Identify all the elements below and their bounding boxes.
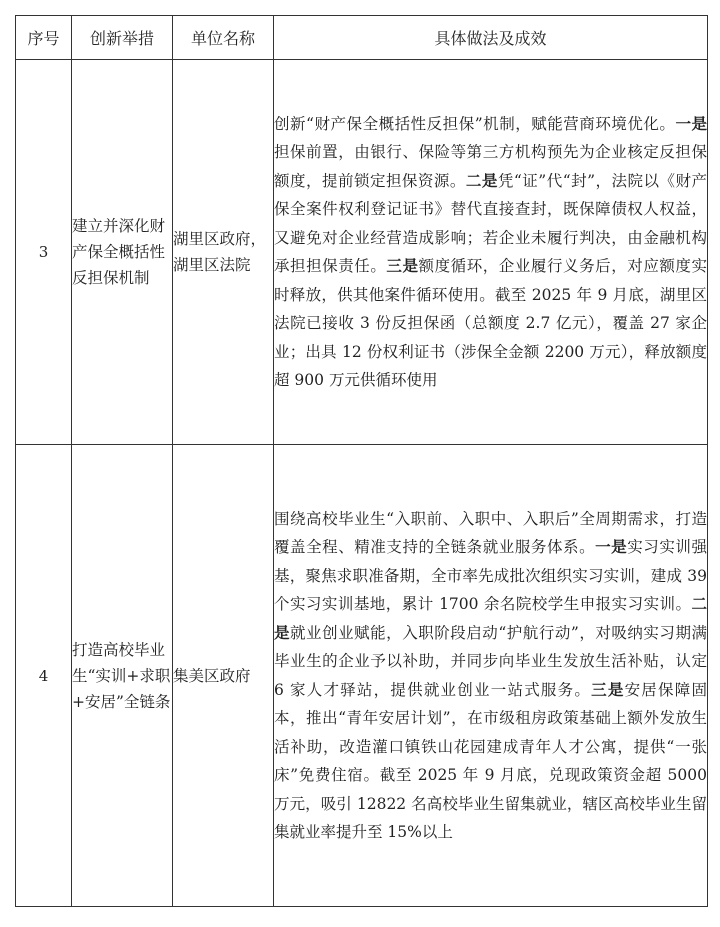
detail-text: 就业创业赋能，入职阶段启动“护航行动”，对吸纳实习期满毕业生的企业予以补助，并同步向毕业生发放生活补贴，认定 6 家人才驿站，提供就业创业一站式服务。	[274, 623, 707, 699]
unit-cell: 集美区政府	[173, 445, 274, 907]
point-label: 三是	[591, 679, 625, 699]
point-label: 二是	[465, 170, 498, 190]
measure-cell: 打造高校毕业生“实训+求职+安居”全链条	[72, 445, 173, 907]
header-detail: 具体做法及成效	[274, 16, 708, 60]
detail-cell	[274, 445, 708, 907]
header-measure: 创新举措	[72, 16, 173, 60]
point-label: 一是	[675, 113, 707, 133]
row-number: 4	[16, 445, 72, 907]
header-no: 序号	[16, 16, 72, 60]
detail-text: 凭“证”代“封”，法院以《财产保全案件权利登记证书》替代直接查封，既保障债权人权益，又避免对企业经营造成影响；若企业未履行判决，由金融机构承担担保责任。	[274, 171, 707, 275]
point-label: 二是	[274, 594, 707, 642]
detail-cell	[274, 60, 708, 445]
unit-cell: 湖里区政府，湖里区法院	[173, 60, 274, 445]
header-unit: 单位名称	[173, 16, 274, 60]
policy-table	[15, 15, 708, 907]
detail-text: 安居保障固本，推出“青年安居计划”，在市级租房政策基础上额外发放生活补助，改造灌口镇铁山花园建成青年人才公寓，提供“一张床”免费住宿。截至 2025 年 9 月底，兑现政策资金超 5000 万元，吸引 12822 名高校毕业生留集就业，辖区高校毕业生留集就业率提升至 15%以上	[274, 680, 707, 841]
row-number: 3	[16, 60, 72, 445]
point-label: 一是	[595, 537, 628, 556]
detail-text: 创新“财产保全概括性反担保”机制，赋能营商环境优化。	[274, 114, 676, 133]
header-row	[16, 16, 708, 60]
detail-text: 围绕高校毕业生“入职前、入职中、入职后”全周期需求，打造覆盖全程、精准支持的全链条就业服务体系。	[274, 509, 707, 556]
point-label: 三是	[386, 256, 419, 275]
measure-cell: 建立并深化财产保全概括性反担保机制	[72, 60, 173, 445]
detail-text: 额度循环，企业履行义务后，对应额度实时释放，供其他案件循环使用。截至 2025 年 9 月底，湖里区法院已接收 3 份反担保函（总额度 2.7 亿元），覆盖 27 家企业；出具 12 份权利证书（涉保全金额 2200 万元），释放额度超 900 万元供循环使用	[274, 257, 707, 389]
table-row	[16, 60, 708, 445]
table-row	[16, 445, 708, 907]
detail-text: 实习实训强基，聚焦求职准备期，全市率先成批次组织实习实训，建成 39 个实习实训基地，累计 1700 余名院校学生申报实习实训。	[274, 538, 707, 613]
detail-text: 担保前置，由银行、保险等第三方机构预先为企业核定反担保额度，提前锁定担保资源。	[274, 143, 707, 190]
